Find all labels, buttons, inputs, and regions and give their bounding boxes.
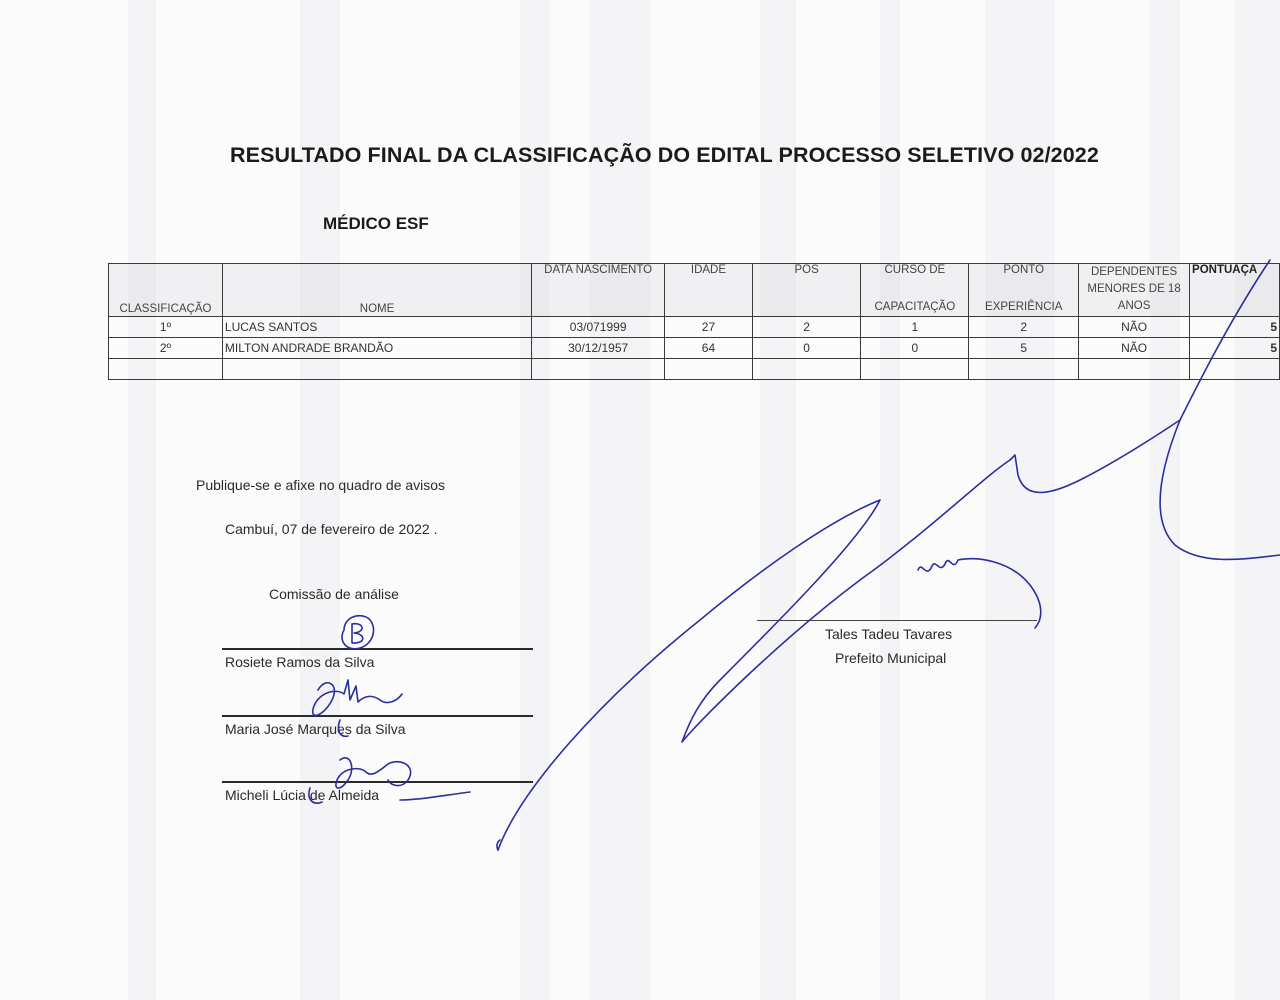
- document-title: RESULTADO FINAL DA CLASSIFICAÇÃO DO EDITAL PROCESSO SELETIVO 02/2022: [230, 143, 1099, 167]
- header-ponto: [969, 264, 1079, 317]
- cell-curso: 0: [861, 338, 969, 359]
- cell-experiencia: [969, 359, 1079, 380]
- cell-pontuacao: 5: [1190, 317, 1280, 338]
- header-dependentes: [1079, 264, 1190, 317]
- cell-curso: 1: [861, 317, 969, 338]
- mayor-signature-line: [757, 620, 1037, 621]
- committee-member-1: Rosiete Ramos da Silva: [225, 654, 375, 670]
- cell-pos: 2: [752, 317, 861, 338]
- header-pontuacao: PONTUAÇÃ: [1190, 264, 1280, 317]
- cell-pontuacao: 5: [1190, 338, 1280, 359]
- table-header-row: [109, 264, 1280, 317]
- header-ponto-line1: PONTO: [1003, 264, 1045, 276]
- cell-pos: [752, 359, 861, 380]
- cell-idade: 27: [665, 317, 753, 338]
- publish-note: Publique-se e afixe no quadro de avisos: [196, 477, 446, 493]
- cell-nome: MILTON ANDRADE BRANDÃO: [222, 338, 531, 359]
- cell-dependentes: [1079, 359, 1190, 380]
- signature-line: [222, 781, 533, 783]
- cell-data-nascimento: 03/071999: [532, 317, 665, 338]
- cell-data-nascimento: [532, 359, 665, 380]
- signature-line: [222, 715, 533, 717]
- cell-dependentes: NÃO: [1079, 317, 1190, 338]
- cell-idade: 64: [665, 338, 753, 359]
- mayor-signature-tail: [497, 840, 500, 850]
- mayor-title: Prefeito Municipal: [835, 650, 947, 666]
- table-row: [109, 317, 1280, 338]
- committee-signature-1: [342, 616, 374, 649]
- header-curso-line1: CURSO DE: [884, 264, 946, 276]
- table-row: [109, 338, 1280, 359]
- header-curso: [861, 264, 969, 317]
- cell-curso: [861, 359, 969, 380]
- cell-pontuacao: [1190, 359, 1280, 380]
- cell-experiencia: 2: [969, 317, 1079, 338]
- header-data-nascimento: DATA NASCIMENTO: [532, 264, 665, 317]
- table-row: [109, 359, 1280, 380]
- mayor-name: Tales Tadeu Tavares: [825, 626, 953, 642]
- committee-label: Comissão de análise: [269, 586, 399, 602]
- header-curso-line2: CAPACITAÇÃO: [874, 301, 956, 313]
- place-date: Cambuí, 07 de fevereiro de 2022 .: [225, 521, 438, 537]
- cell-nome: [222, 359, 531, 380]
- cell-pos: 0: [752, 338, 861, 359]
- header-idade: IDADE: [665, 264, 753, 317]
- committee-member-2: Maria José Marques da Silva: [225, 721, 406, 737]
- cell-classificacao: 2º: [109, 338, 223, 359]
- signature-line: [222, 648, 533, 650]
- cell-dependentes: NÃO: [1079, 338, 1190, 359]
- results-table: [108, 263, 1280, 380]
- cell-nome: LUCAS SANTOS: [222, 317, 531, 338]
- mayor-signature-scribble: [918, 559, 1041, 628]
- header-classificacao: CLASSIFICAÇÃO: [109, 264, 223, 317]
- cell-idade: [665, 359, 753, 380]
- committee-member-3: Micheli Lúcia de Almeida: [225, 787, 380, 803]
- cell-data-nascimento: 30/12/1957: [532, 338, 665, 359]
- header-dependentes-label: DEPENDENTES MENORES DE 18 ANOS: [1087, 266, 1181, 312]
- cell-classificacao: 1º: [109, 317, 223, 338]
- document-subtitle: MÉDICO ESF: [323, 214, 429, 233]
- header-pos: PÓS: [752, 264, 861, 317]
- cell-classificacao: [109, 359, 223, 380]
- cell-experiencia: 5: [969, 338, 1079, 359]
- header-ponto-line2: EXPERIÊNCIA: [985, 301, 1063, 313]
- header-nome: NOME: [222, 264, 531, 317]
